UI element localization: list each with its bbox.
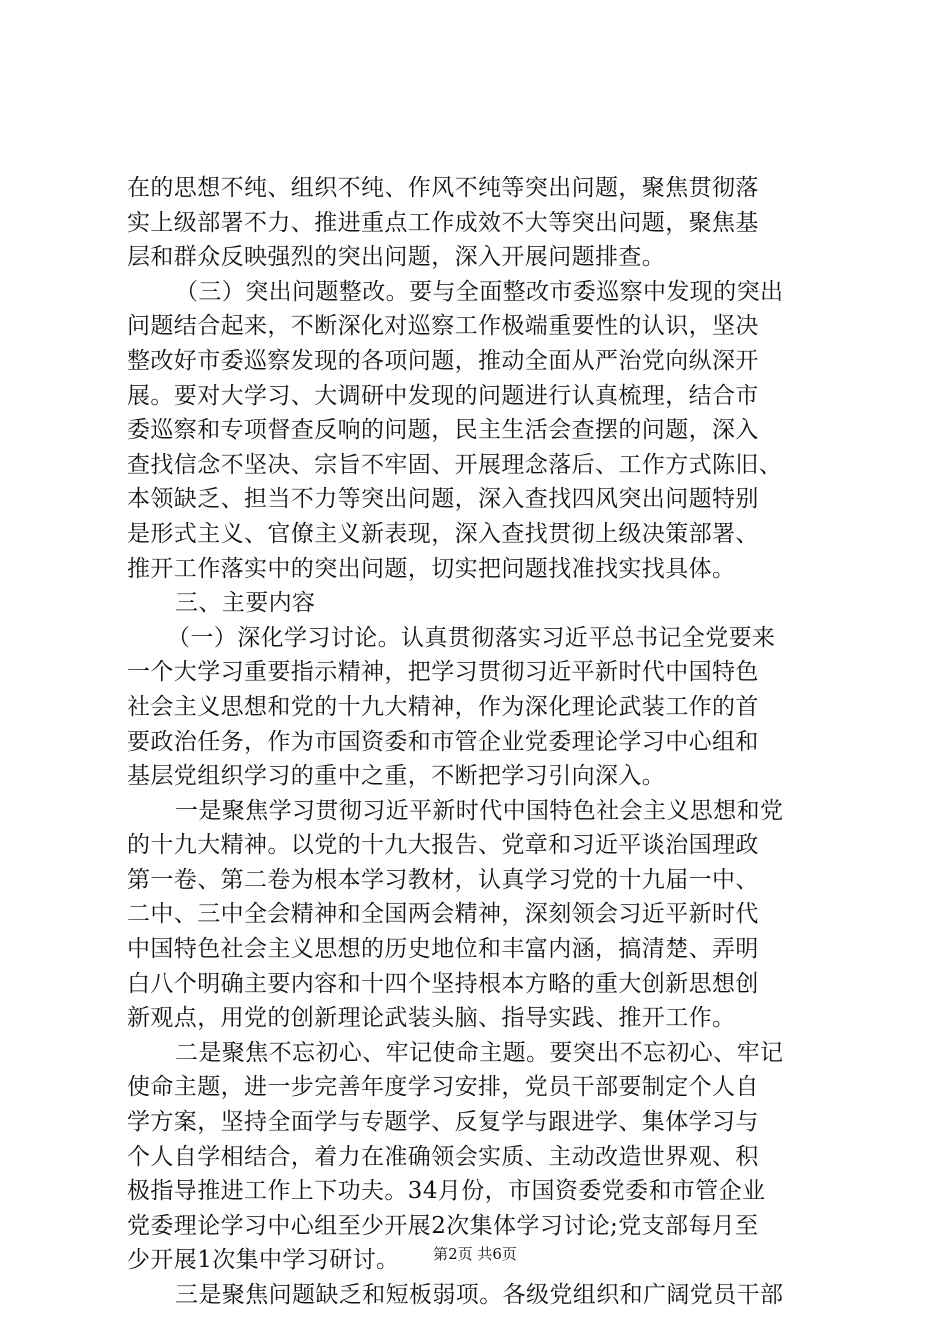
text-line: 学方案，坚持全面学与专题学、反复学与跟进学、集体学习与 xyxy=(127,1109,759,1136)
text-line: 中国特色社会主义思想的历史地位和丰富内涵，搞清楚、弄明 xyxy=(127,936,759,963)
text-line: 的十九大精神。以党的十九大报告、党章和习近平谈治国理政 xyxy=(127,832,759,859)
paragraph-start-line: 三是聚焦问题缺乏和短板弱项。各级党组织和广阔党员干部 xyxy=(175,1282,784,1308)
text-line: 委巡察和专项督查反响的问题，民主生活会查摆的问题，深入 xyxy=(127,417,759,444)
page-number: 第2页 共6页 xyxy=(433,1245,517,1263)
text-line: 推开工作落实中的突出问题，切实把问题找准找实找具体。 xyxy=(127,555,736,582)
section-heading: 三、主要内容 xyxy=(175,590,316,617)
text-line: 本领缺乏、担当不力等突出问题，深入查找四风突出问题特别 xyxy=(127,486,759,513)
text-line: 个人自学相结合，着力在准确领会实质、主动改造世界观、积 xyxy=(127,1143,759,1170)
text-line: 层和群众反映强烈的突出问题，深入开展问题排查。 xyxy=(127,244,666,271)
paragraph-start-line: 二是聚焦不忘初心、牢记使命主题。要突出不忘初心、牢记 xyxy=(175,1039,784,1066)
text-line: 新观点，用党的创新理论武装头脑、指导实践、推开工作。 xyxy=(127,1005,736,1032)
text-line: 查找信念不坚决、宗旨不牢固、开展理念落后、工作方式陈旧、 xyxy=(127,451,783,478)
text-line: 要政治任务，作为市国资委和市管企业党委理论学习中心组和 xyxy=(127,728,759,755)
text-line: 问题结合起来，不断深化对巡察工作极端重要性的认识，坚决 xyxy=(127,313,759,340)
paragraph-start-line: （三）突出问题整改。要与全面整改市委巡察中发现的突出 xyxy=(175,278,784,305)
text-line: 基层党组织学习的重中之重，不断把学习引向深入。 xyxy=(127,763,666,790)
text-line: 极指导推进工作上下功夫。34月份，市国资委党委和市管企业 xyxy=(127,1178,766,1205)
text-line: 实上级部署不力、推进重点工作成效不大等突出问题，聚焦基 xyxy=(127,209,759,236)
text-line: 党委理论学习中心组至少开展2次集体学习讨论;党支部每月至 xyxy=(127,1212,759,1239)
text-line: 社会主义思想和党的十九大精神，作为深化理论武装工作的首 xyxy=(127,693,759,720)
text-line: 在的思想不纯、组织不纯、作风不纯等突出问题，聚焦贯彻落 xyxy=(127,175,759,201)
text-line: 白八个明确主要内容和十四个坚持根本方略的重大创新思想创 xyxy=(127,970,759,997)
text-line: 展。要对大学习、大调研中发现的问题进行认真梳理，结合市 xyxy=(127,382,759,409)
text-line: 二中、三中全会精神和全国两会精神，深刻领会习近平新时代 xyxy=(127,901,759,928)
text-line: 一个大学习重要指示精神，把学习贯彻习近平新时代中国特色 xyxy=(127,659,759,686)
document-body xyxy=(127,171,827,1313)
text-line: 少开展1次集中学习研讨。 xyxy=(127,1247,400,1274)
text-line: 整改好市委巡察发现的各项问题，推动全面从严治党向纵深开 xyxy=(127,347,759,374)
text-line: 第一卷、第二卷为根本学习教材，认真学习党的十九届一中、 xyxy=(127,866,759,893)
paragraph-start-line: 一是聚焦学习贯彻习近平新时代中国特色社会主义思想和党 xyxy=(175,797,784,824)
text-line: 使命主题，进一步完善年度学习安排，党员干部要制定个人自 xyxy=(127,1074,759,1101)
paragraph-start-line: （一）深化学习讨论。认真贯彻落实习近平总书记全党要来 xyxy=(167,624,776,651)
text-line: 是形式主义、官僚主义新表现，深入查找贯彻上级决策部署、 xyxy=(127,520,759,547)
page-footer xyxy=(0,1244,950,1264)
